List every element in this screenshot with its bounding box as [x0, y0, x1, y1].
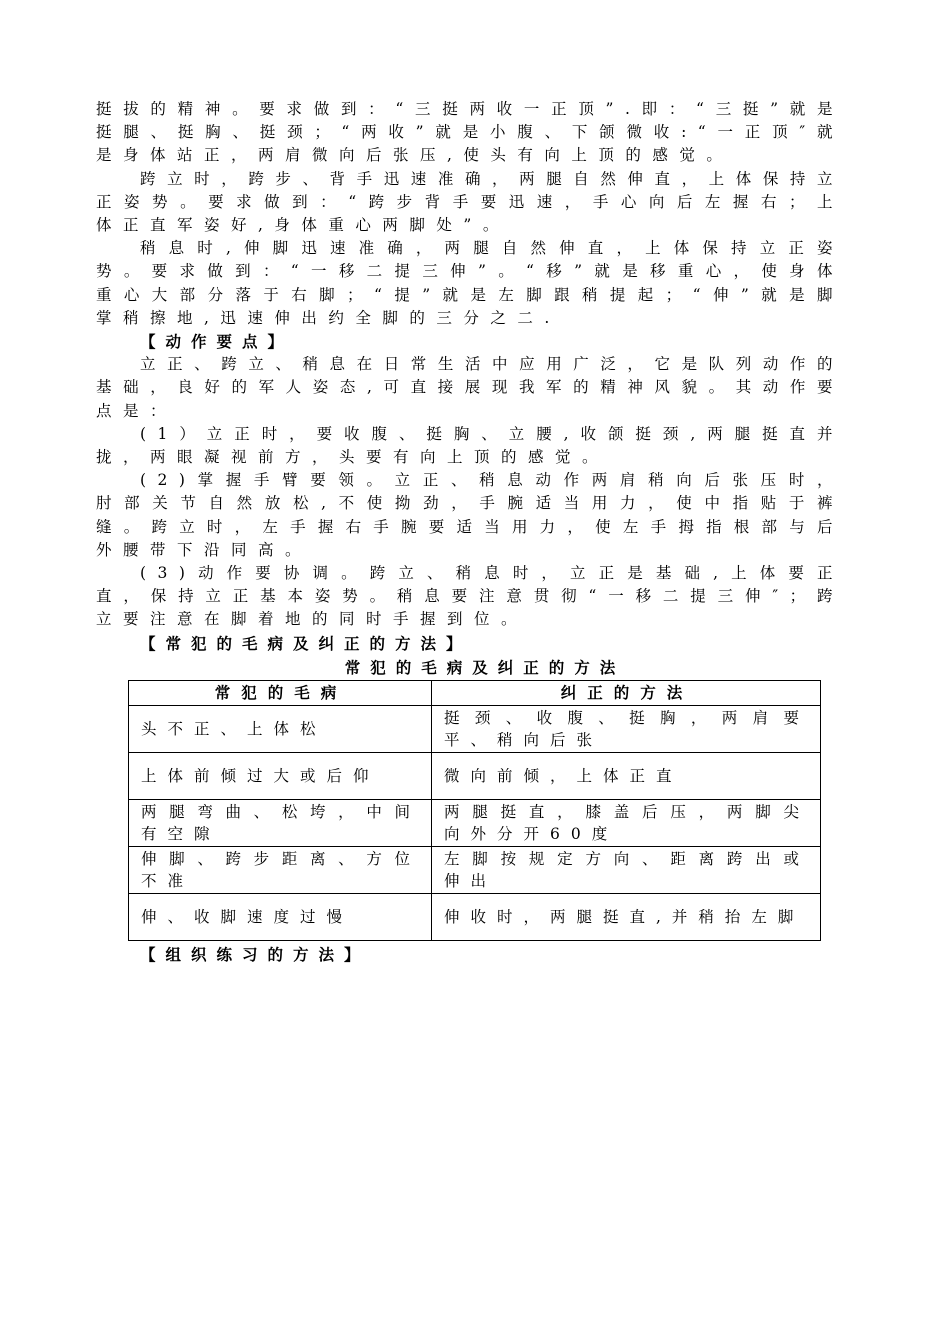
table-row [129, 846, 821, 893]
table-cell-mistake: 两腿弯曲、松垮，中间有空隙 [129, 799, 432, 846]
mistakes-table [128, 680, 821, 941]
heading-common-mistakes: 【常犯的毛病及纠正的方法】 [140, 633, 472, 653]
paragraph-standing-summary: 挺拔的精神。要求做到：“三挺两收一正顶”.即：“三挺”就是挺腿、挺胸、挺颈；“两收”就是小腹、下颌微收:“一正顶″就是身体站正，两肩微向后张压,使头有向上顶的感觉。 [96, 100, 844, 165]
table-cell-correction: 两腿挺直，膝盖后压，两脚尖向外分开60度 [432, 799, 821, 846]
table-cell-mistake: 头不正、上体松 [129, 705, 432, 752]
table-cell-correction: 挺颈、收腹、挺胸，两肩要平、稍向后张 [432, 705, 821, 752]
table-cell-correction: 伸收时，两腿挺直,并稍抬左脚 [432, 893, 821, 940]
table-title: 常犯的毛病及纠正的方法 [344, 657, 626, 677]
table-cell-mistake: 伸脚、跨步距离、方位不准 [129, 846, 432, 893]
paragraph-stand-at-ease: 稍息时,伸脚迅速准确，两腿自然伸直，上体保持立正姿势。要求做到：“一移二提三伸”。“移”就是移重心，使身体重心大部分落于右脚；“提”就是左脚跟稍提起；“伸”就是脚掌稍擦地,迅速伸出约全脚的三分之二. [96, 239, 844, 327]
table-cell-mistake: 伸、收脚速度过慢 [129, 893, 432, 940]
heading-practice-methods: 【组织练习的方法】 [140, 944, 370, 964]
table-row [129, 893, 821, 940]
table-header-correction: 纠正的方法 [432, 680, 821, 705]
table-row [129, 799, 821, 846]
table-cell-correction: 左脚按规定方向、距离跨出或伸出 [432, 846, 821, 893]
heading-key-points: 【动作要点】 [140, 332, 294, 352]
document-page [96, 98, 844, 966]
table-row [129, 705, 821, 752]
paragraph-point-3: (3)动作要协调。跨立、稍息时，立正是基础,上体要正直，保持立正基本姿势。稍息要注意贯彻“一移二提三伸″；跨立要注意在脚着地的同时手握到位。 [96, 564, 844, 629]
table-header-mistake: 常犯的毛病 [129, 680, 432, 705]
table-cell-correction: 微向前倾，上体正直 [432, 752, 821, 799]
paragraph-at-ease-parade-rest: 跨立时，跨步、背手迅速准确，两腿自然伸直，上体保持立正姿势。要求做到：“跨步背手要迅速，手心向后左握右；上体正直军姿好,身体重心两脚处”。 [96, 169, 844, 235]
table-cell-mistake: 上体前倾过大或后仰 [129, 752, 432, 799]
paragraph-point-1: (1）立正时，要收腹、挺胸、立腰,收颌挺颈,两腿挺直并拢，两眼凝视前方，头要有向上顶的感觉。 [96, 424, 844, 467]
paragraph-point-2: (2)掌握手臂要领。立正、稍息动作两肩稍向后张压时，肘部关节自然放松,不使拗劲，手腕适当用力，使中指贴于裤缝。跨立时，左手握右手腕要适当用力，使左手拇指根部与后外腰带下沿同高。 [96, 471, 844, 559]
table-header-row [129, 680, 821, 705]
table-row [129, 752, 821, 799]
paragraph-key-points-intro: 立正、跨立、稍息在日常生活中应用广泛，它是队列动作的基础，良好的军人姿态,可直接展现我军的精神风貌。其动作要点是： [96, 355, 844, 420]
